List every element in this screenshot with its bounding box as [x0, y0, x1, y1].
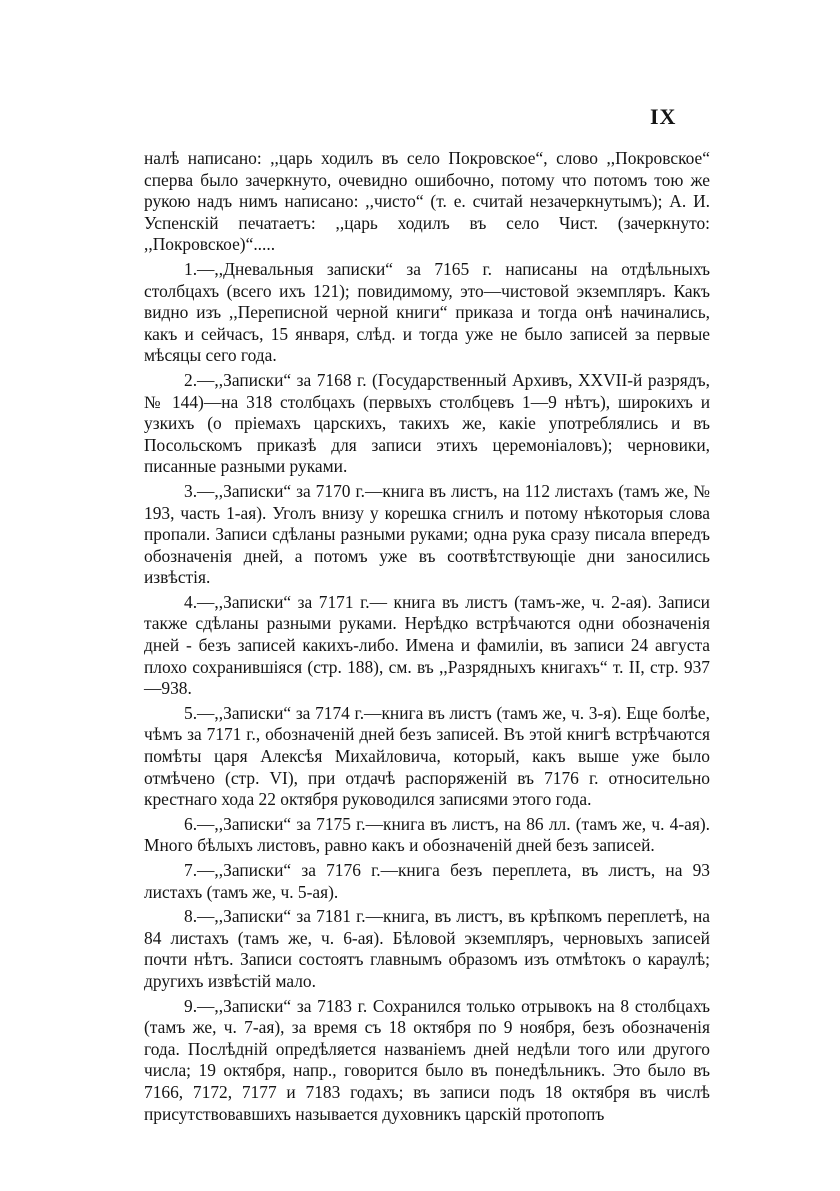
body-text — [144, 148, 710, 1125]
paragraph-item-7: 7.—,,Записки“ за 7176 г.—книга безъ переплета, въ листъ, на 93 листахъ (тамъ же, ч. 5-ая). — [144, 860, 710, 902]
paragraph-item-6: 6.—,,Записки“ за 7175 г.—книга въ листъ, на 86 лл. (тамъ же, ч. 4-ая). Много бѣлыхъ листовъ, равно какъ и обозначеній дней безъ записей. — [144, 813, 710, 856]
page-number: IX — [650, 104, 677, 129]
paragraph-item-8: 8.—,,Записки“ за 7181 г.—книга, въ листъ, въ крѣпкомъ переплетѣ, на 84 листахъ (тамъ же, ч. 6-ая). Бѣловой экземпляръ, черновыхъ записей почти нѣтъ. Записи состоятъ главнымъ образомъ изъ отмѣтокъ о караулѣ; другихъ извѣстій мало. — [144, 906, 710, 991]
paragraph-item-1: 1.—,,Дневальныя записки“ за 7165 г. написаны на отдѣльныхъ столбцахъ (всего ихъ 121); повидимому, это—чистовой экземпляръ. Какъ видно изъ ,,Переписной черной книги“ приказа и тогда онѣ начинались, какъ и сейчасъ, 15 января, слѣд. и тогда уже не было записей за первые мѣсяцы сего года. — [144, 258, 710, 366]
paragraph-item-5: 5.—,,Записки“ за 7174 г.—книга въ листъ (тамъ же, ч. 3-я). Еще болѣе, чѣмъ за 7171 г., обозначеній дней безъ записей. Въ этой книгѣ встрѣчаются помѣты царя Алексѣя Михайловича, который, какъ выше уже было отмѣчено (стр. VI), при отдачѣ распоряженій въ 7176 г. относительно крестнаго хода 22 октября руководился записями этого года. — [144, 702, 710, 810]
paragraph-item-9: 9.—,,Записки“ за 7183 г. Сохранился только отрывокъ на 8 столбцахъ (тамъ же, ч. 7-ая), за время съ 18 октября по 9 ноября, безъ обозначенія года. Послѣдній опредѣляется названіемъ дней недѣли того или другого числа; 19 октября, напр., говорится было въ понедѣльникъ. Это было въ 7166, 7172, 7177 и 7183 годахъ; въ записи подъ 18 октября въ числѣ присутствовавшихъ называется духовникъ царскій протопопъ — [144, 995, 710, 1124]
paragraph-item-2: 2.—,,Записки“ за 7168 г. (Государственный Архивъ, XXVII-й разрядъ, № 144)—на 318 столбцахъ (первыхъ столбцевъ 1—9 нѣтъ), широкихъ и узкихъ (о пріемахъ царскихъ, такихъ же, какіе употреблялись и въ Посольскомъ приказѣ для записи этихъ церемоніаловъ); черновики, писанные разными руками. — [144, 369, 710, 477]
paragraph-continuation: налѣ написано: ,,царь ходилъ въ село Покровское“, слово ,,Покровское“ сперва было зачеркнуто, очевидно ошибочно, потому что потомъ тою же рукою надъ нимъ написано: ,,чисто“ (т. е. считай незачеркнутымъ); А. И. Успенскій печатаетъ: ,,царь ходилъ въ село Чист. (зачеркнуто: ,,Покровское)“..... — [144, 148, 710, 255]
paragraph-item-4: 4.—,,Записки“ за 7171 г.— книга въ листъ (тамъ-же, ч. 2-ая). Записи также сдѣланы разными руками. Нерѣдко встрѣчаются одни обозначенія дней - безъ записей какихъ-либо. Имена и фамиліи, въ записи 24 августа плохо сохранившіяся (стр. 188), см. въ ,,Разрядныхъ книгахъ“ т. II, стр. 937—938. — [144, 591, 710, 699]
paragraph-item-3: 3.—,,Записки“ за 7170 г.—книга въ листъ, на 112 листахъ (тамъ же, № 193, часть 1-ая). Уголъ внизу у корешка сгнилъ и потому нѣкоторыя слова пропали. Записи сдѣланы разными руками; одна рука сразу писала впередъ обозначенія дней, а потомъ уже въ соотвѣтствующіе дни заносились извѣстія. — [144, 480, 710, 588]
